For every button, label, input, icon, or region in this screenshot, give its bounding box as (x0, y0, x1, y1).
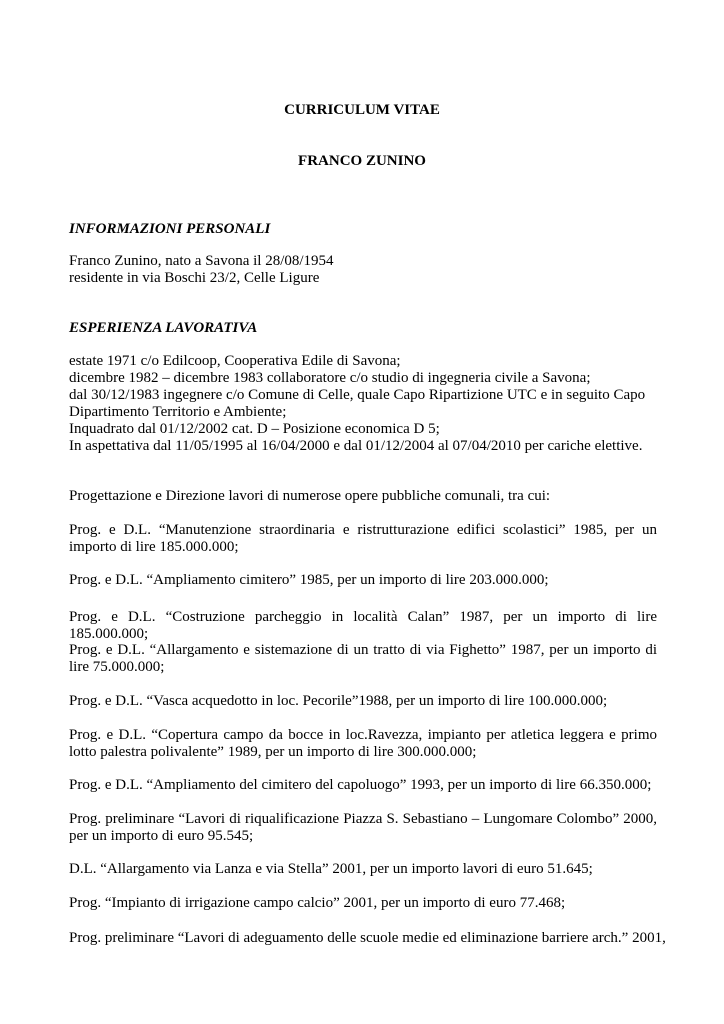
section-heading-personal: INFORMAZIONI PERSONALI (69, 221, 271, 237)
personal-info (69, 253, 657, 287)
personal-line: residente in via Boschi 23/2, Celle Ligure (69, 270, 320, 286)
project-item: Prog. e D.L. “Copertura campo da bocce in loc.Ravezza, impianto per atletica leggera e primo lotto palestra polivalente” 1989, per un importo di lire 300.000.000; (69, 727, 657, 760)
experience-list (69, 353, 657, 455)
section-heading-experience: ESPERIENZA LAVORATIVA (69, 320, 258, 336)
experience-line: Inquadrato dal 01/12/2002 cat. D – Posizione economica D 5; (69, 421, 440, 437)
project-item: Prog. e D.L. “Costruzione parcheggio in località Calan” 1987, per un importo di lire 185.000.000; (69, 609, 657, 642)
personal-line: Franco Zunino, nato a Savona il 28/08/1954 (69, 253, 334, 269)
experience-line: dicembre 1982 – dicembre 1983 collaboratore c/o studio di ingegneria civile a Savona; (69, 370, 591, 386)
experience-line: dal 30/12/1983 ingegnere c/o Comune di Celle, quale Capo Ripartizione UTC e in seguito Capo (69, 387, 646, 403)
project-item: Prog. e D.L. “Ampliamento del cimitero del capoluogo” 1993, per un importo di lire 66.350.000; (69, 777, 652, 793)
person-name: FRANCO ZUNINO (298, 153, 426, 169)
project-item: Prog. preliminare “Lavori di adeguamento delle scuole medie ed eliminazione barriere arch.” 2001, (69, 930, 666, 946)
experience-line: Dipartimento Territorio e Ambiente; (69, 404, 287, 420)
experience-line: In aspettativa dal 11/05/1995 al 16/04/2000 e dal 01/12/2004 al 07/04/2010 per cariche elettive. (69, 438, 643, 454)
project-item: Prog. e D.L. “Manutenzione straordinaria e ristrutturazione edifici scolastici” 1985, per un importo di lire 185.000.000; (69, 522, 657, 555)
project-item: Prog. e D.L. “Vasca acquedotto in loc. Pecorile”1988, per un importo di lire 100.000.000; (69, 693, 608, 709)
project-item: Prog. preliminare “Lavori di riqualificazione Piazza S. Sebastiano – Lungomare Colombo” 2000, per un importo di euro 95.545; (69, 811, 657, 844)
experience-line: estate 1971 c/o Edilcoop, Cooperativa Edile di Savona; (69, 353, 401, 369)
project-item: Prog. “Impianto di irrigazione campo calcio” 2001, per un importo di euro 77.468; (69, 895, 566, 911)
project-item: Prog. e D.L. “Allargamento e sistemazione di un tratto di via Fighetto” 1987, per un importo di lire 75.000.000; (69, 642, 657, 675)
document-title: CURRICULUM VITAE (284, 102, 440, 118)
project-item: Prog. e D.L. “Ampliamento cimitero” 1985, per un importo di lire 203.000.000; (69, 572, 549, 588)
projects-intro: Progettazione e Direzione lavori di numerose opere pubbliche comunali, tra cui: (69, 488, 551, 504)
project-item: D.L. “Allargamento via Lanza e via Stella” 2001, per un importo lavori di euro 51.645; (69, 861, 593, 877)
